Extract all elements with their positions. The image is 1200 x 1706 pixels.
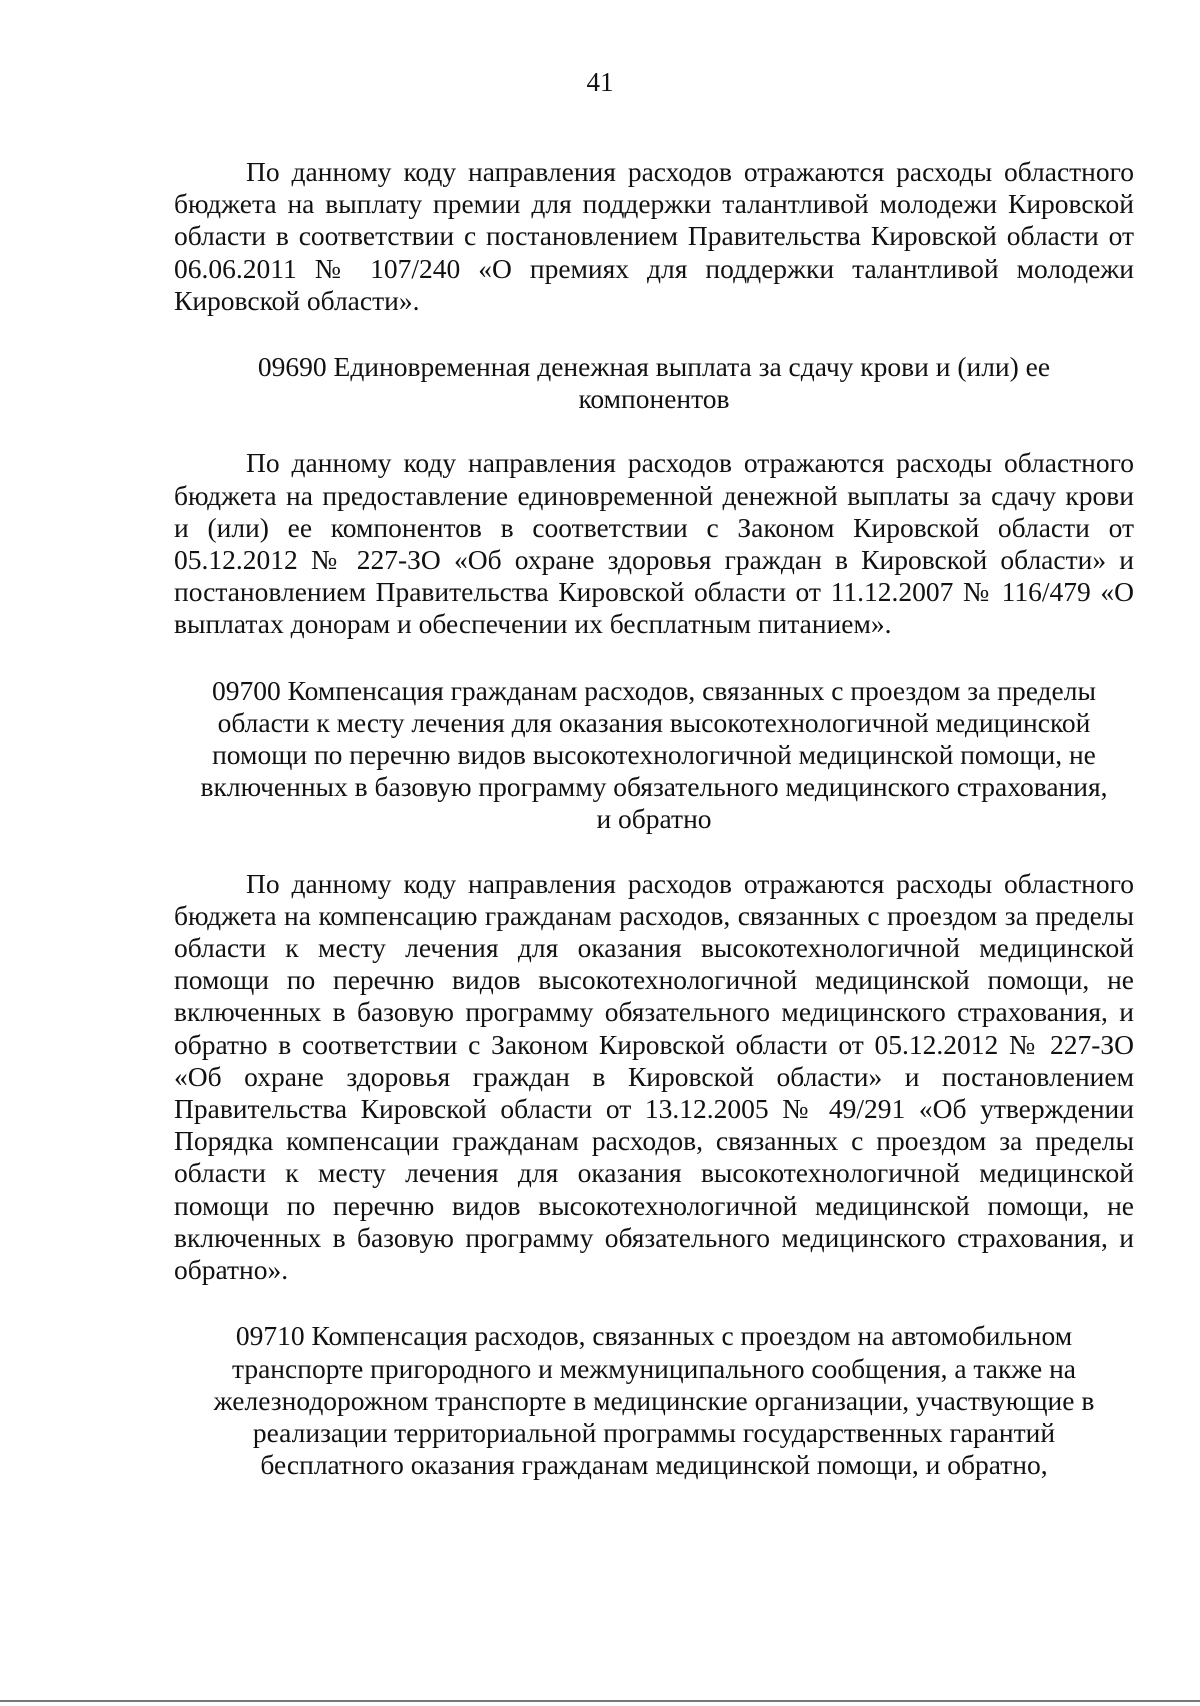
heading-09690 <box>174 351 1134 415</box>
page-number: 41 <box>586 67 614 97</box>
spacer <box>174 836 1134 868</box>
paragraph-premium-talented-youth: По данному коду направления расходов отражаются расходы областного бюджета на выплату премии для поддержки талантливой молодежи Кировской области в соответствии с постановлением Правительства Кировской области от 06.06.2011 № 107/240 «О премиях для поддержки талантливой молодежи Кировской области». <box>174 156 1134 316</box>
heading-09710 <box>174 1320 1134 1481</box>
heading-09700-line: помощи по перечню видов высокотехнологичной медицинской помощи, не <box>212 739 1096 771</box>
heading-09690-line: компонентов <box>578 383 730 415</box>
heading-09710-line: железнодорожном транспорте в медицинские организации, участвующие в <box>213 1384 1095 1416</box>
heading-09700-line: 09700 Компенсация гражданам расходов, связанных с проездом за пределы <box>212 674 1096 706</box>
scan-edge-line <box>0 1700 1200 1702</box>
heading-09700-line: включенных в базовую программу обязательного медицинского страхования, <box>200 771 1108 803</box>
spacer <box>174 415 1134 447</box>
heading-09700 <box>174 675 1134 836</box>
heading-09710-line: бесплатного оказания гражданам медицинской помощи, и обратно, <box>260 1449 1048 1481</box>
paragraph-travel-compensation: По данному коду направления расходов отражаются расходы областного бюджета на компенсацию гражданам расходов, связанных с проездом за пределы области к месту лечения для оказания высокотехнологичной медицинской помощи по перечню видов высокотехнологичной медицинской помощи, не включенных в базовую программу обязательного медицинского страхования, и обратно в соответствии с Законом Кировской области от 05.12.2012 № 227-ЗО «Об охране здоровья граждан в Кировской области» и постановлением Правительства Кировской области от 13.12.2005 № 49/291 «Об утверждении Порядка компенсации гражданам расходов, связанных с проездом за пределы области к месту лечения для оказания высокотехнологичной медицинской помощи по перечню видов высокотехнологичной медицинской помощи, не включенных в базовую программу обязательного медицинского страхования, и обратно». <box>174 867 1134 1286</box>
heading-09710-line: 09710 Компенсация расходов, связанных с проездом на автомобильном <box>235 1320 1073 1352</box>
heading-09700-line: области к месту лечения для оказания высокотехнологичной медицинской <box>217 706 1091 738</box>
spacer <box>174 317 1134 351</box>
heading-09700-line: и обратно <box>596 803 712 835</box>
heading-09690-line: 09690 Единовременная денежная выплата за сдачу крови и (или) ее <box>257 351 1051 383</box>
heading-09710-line: транспорте пригородного и межмуниципального сообщения, а также на <box>232 1352 1076 1384</box>
heading-09710-line: реализации территориальной программы государственных гарантий <box>252 1416 1056 1448</box>
paragraph-blood-donation-payment: По данному коду направления расходов отражаются расходы областного бюджета на предоставление единовременной денежной выплаты за сдачу крови и (или) ее компонентов в соответствии с Законом Кировской области от 05.12.2012 № 227-ЗО «Об охране здоровья граждан в Кировской области» и постановлением Правительства Кировской области от 11.12.2007 № 116/479 «О выплатах донорам и обеспечении их бесплатным питанием». <box>174 447 1134 640</box>
spacer <box>174 641 1134 675</box>
spacer <box>174 1286 1134 1320</box>
document-body <box>174 156 1134 1481</box>
